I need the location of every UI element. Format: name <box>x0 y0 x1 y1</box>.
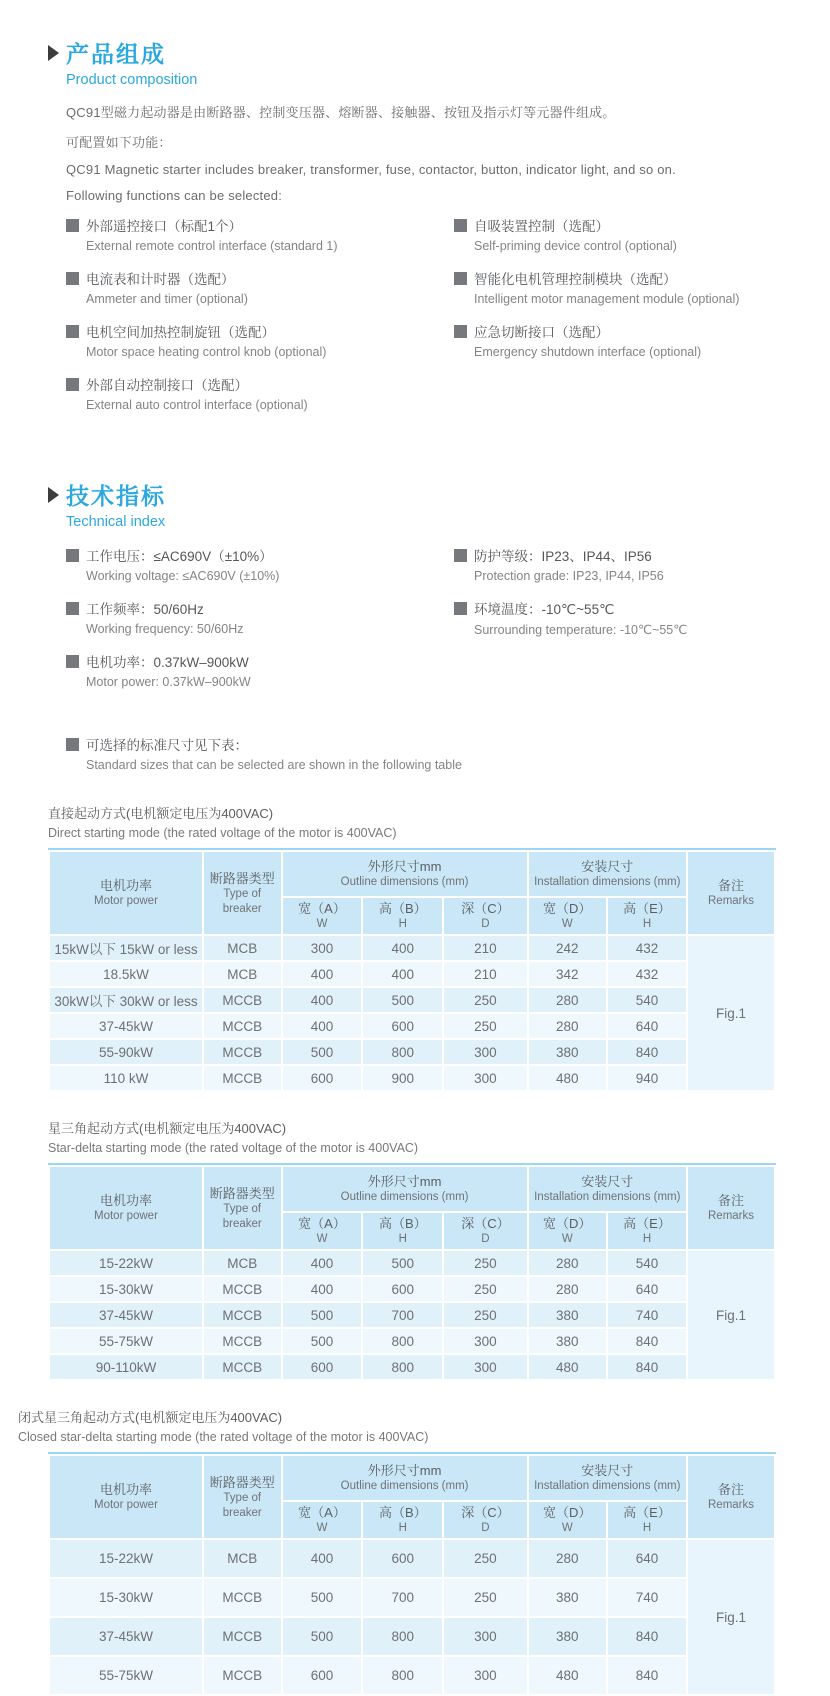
table-cell: 700 <box>363 1303 442 1327</box>
col-outline-dimensions: 外形尺寸mm Outline dimensions (mm) <box>283 852 527 896</box>
col-depth-c: 深（C） D <box>444 1213 526 1249</box>
table-cell: 242 <box>529 936 606 960</box>
table-cell: 380 <box>529 1579 606 1616</box>
table-row <box>50 1303 774 1327</box>
feature-zh: 外部遥控接口（标配1个） <box>86 219 243 234</box>
table-row <box>50 1040 774 1064</box>
col-breaker-type: 断路器类型 Type of breaker <box>204 1167 281 1249</box>
table-cell: 210 <box>444 962 526 986</box>
feature-item <box>66 214 454 258</box>
table-cell: 37-45kW <box>50 1014 202 1038</box>
col-height-e: 高（E） H <box>608 1213 686 1249</box>
intro-line: QC91型磁力起动器是由断路器、控制变压器、熔断器、接触器、按钮及指示灯等元器件组成。 <box>66 105 616 120</box>
feature-en: External remote control interface (standard 1) <box>86 239 338 253</box>
table-cell: 15-30kW <box>50 1579 202 1616</box>
table-cell: 600 <box>363 1277 442 1301</box>
section-title-en: Product composition <box>66 72 198 88</box>
table-cell: MCCB <box>204 1579 281 1616</box>
section-arrow-icon <box>48 45 59 61</box>
table-cell: 900 <box>363 1066 442 1090</box>
feature-item <box>66 267 454 311</box>
table-row <box>50 936 774 960</box>
spec-item <box>66 544 454 588</box>
table-cell: 400 <box>283 962 362 986</box>
col-width-d: 宽（D） W <box>529 1502 606 1538</box>
table-row <box>50 1329 774 1353</box>
table-cell: 55-90kW <box>50 1040 202 1064</box>
table-cell: 500 <box>283 1579 362 1616</box>
table-cell: 30kW以下 30kW or less <box>50 988 202 1012</box>
feature-item <box>454 320 794 364</box>
table-row <box>50 1657 774 1694</box>
feature-item <box>454 267 794 311</box>
intro-paragraphs <box>66 102 794 203</box>
feature-zh: 应急切断接口（选配） <box>474 325 609 340</box>
table-caption-zh: 星三角起动方式(电机额定电压为400VAC) <box>48 1121 287 1136</box>
feature-en: Motor space heating control knob (optional) <box>86 345 327 359</box>
intro-line: 可配置如下功能： <box>66 135 172 150</box>
col-motor-power: 电机功率 Motor power <box>50 1456 202 1538</box>
table-cell: 480 <box>529 1066 606 1090</box>
col-height-e: 高（E） H <box>608 1502 686 1538</box>
remark-cell: Fig.1 <box>688 1251 774 1379</box>
table-cell: 540 <box>608 988 686 1012</box>
bullet-square-icon <box>454 549 467 562</box>
table-row <box>50 1014 774 1038</box>
bullet-square-icon <box>66 655 79 668</box>
col-width-d: 宽（D） W <box>529 898 606 934</box>
table-cell: 342 <box>529 962 606 986</box>
intro-line: QC91 Magnetic starter includes breaker, transformer, fuse, contactor, button, indicator light, and so on. <box>66 162 676 177</box>
table-cell: 300 <box>444 1657 526 1694</box>
table-cell: 300 <box>444 1618 526 1655</box>
section-technical-index <box>48 478 794 777</box>
table-cell: 500 <box>283 1618 362 1655</box>
table-cell: 300 <box>444 1066 526 1090</box>
table-cell: 800 <box>363 1618 442 1655</box>
bullet-square-icon <box>454 325 467 338</box>
feature-zh: 电机空间加热控制旋钮（选配） <box>86 325 275 340</box>
bullet-square-icon <box>66 738 79 751</box>
section-title-en: Technical index <box>66 514 166 530</box>
table-cell: 740 <box>608 1579 686 1616</box>
closed-star-delta-table <box>48 1452 776 1696</box>
bullet-square-icon <box>66 325 79 338</box>
table-cell: 380 <box>529 1618 606 1655</box>
col-remarks: 备注 Remarks <box>688 1167 774 1249</box>
table2-caption <box>48 1118 794 1155</box>
section-title-zh: 技术指标 <box>66 483 166 509</box>
table-cell: 400 <box>283 1540 362 1577</box>
col-outline-dimensions: 外形尺寸mm Outline dimensions (mm) <box>283 1167 527 1211</box>
spec-columns <box>66 544 794 703</box>
spec-zh: 工作电压：≤AC690V（±10%） <box>86 549 273 564</box>
bullet-square-icon <box>66 219 79 232</box>
table-caption-en: Closed star-delta starting mode (the rated voltage of the motor is 400VAC) <box>18 1430 429 1444</box>
table-cell: 280 <box>529 988 606 1012</box>
table-cell: 250 <box>444 1579 526 1616</box>
feature-zh: 外部自动控制接口（选配） <box>86 378 248 393</box>
table-row <box>50 1540 774 1577</box>
table-cell: 250 <box>444 988 526 1012</box>
col-depth-c: 深（C） D <box>444 1502 526 1538</box>
table-caption-zh: 闭式星三角起动方式(电机额定电压为400VAC) <box>18 1410 283 1425</box>
table-cell: 600 <box>363 1014 442 1038</box>
table-cell: 500 <box>283 1040 362 1064</box>
table-row <box>50 962 774 986</box>
table-cell: 280 <box>529 1277 606 1301</box>
table-cell: 250 <box>444 1251 526 1275</box>
col-remarks: 备注 Remarks <box>688 852 774 934</box>
table-cell: 600 <box>283 1657 362 1694</box>
table-cell: 110 kW <box>50 1066 202 1090</box>
table-cell: 640 <box>608 1277 686 1301</box>
table-cell: 432 <box>608 936 686 960</box>
table-cell: 840 <box>608 1355 686 1379</box>
table-cell: 55-75kW <box>50 1657 202 1694</box>
bullet-square-icon <box>454 272 467 285</box>
table-row <box>50 1618 774 1655</box>
feature-column-right <box>454 214 794 426</box>
spec-item <box>454 597 794 641</box>
table-cell: 700 <box>363 1579 442 1616</box>
direct-starting-table <box>48 848 776 1092</box>
feature-zh: 自吸装置控制（选配） <box>474 219 609 234</box>
bullet-square-icon <box>66 378 79 391</box>
spec-en: Motor power: 0.37kW–900kW <box>86 675 251 689</box>
col-width-a: 宽（A） W <box>283 1213 362 1249</box>
table-cell: MCB <box>204 936 281 960</box>
table-cell: MCCB <box>204 1040 281 1064</box>
section-arrow-icon <box>48 487 59 503</box>
table-cell: 500 <box>283 1303 362 1327</box>
table-cell: MCCB <box>204 1014 281 1038</box>
spec-zh: 防护等级：IP23、IP44、IP56 <box>474 549 652 564</box>
table-cell: 840 <box>608 1618 686 1655</box>
table-cell: 55-75kW <box>50 1329 202 1353</box>
feature-en: External auto control interface (optional) <box>86 398 308 412</box>
table-cell: 380 <box>529 1329 606 1353</box>
table-cell: 480 <box>529 1355 606 1379</box>
table-cell: 300 <box>444 1355 526 1379</box>
feature-item <box>66 320 454 364</box>
col-installation-dimensions: 安装尺寸 Installation dimensions (mm) <box>529 852 686 896</box>
feature-en: Ammeter and timer (optional) <box>86 292 248 306</box>
feature-item <box>454 214 794 258</box>
spec-en: Surrounding temperature: -10℃~55℃ <box>474 623 688 637</box>
table-cell: MCCB <box>204 1355 281 1379</box>
section-title-zh: 产品组成 <box>66 41 166 67</box>
table1-caption <box>48 803 794 840</box>
col-breaker-type: 断路器类型 Type of breaker <box>204 852 281 934</box>
feature-en: Intelligent motor management module (optional) <box>474 292 740 306</box>
spec-zh: 环境温度：-10℃~55℃ <box>474 602 615 617</box>
table-cell: 740 <box>608 1303 686 1327</box>
feature-en: Self-priming device control (optional) <box>474 239 677 253</box>
table-cell: 800 <box>363 1657 442 1694</box>
table-caption-zh: 直接起动方式(电机额定电压为400VAC) <box>48 806 274 821</box>
table-cell: 15-22kW <box>50 1251 202 1275</box>
table-cell: MCCB <box>204 1329 281 1353</box>
spec-item <box>454 544 794 588</box>
col-height-b: 高（B） H <box>363 1502 442 1538</box>
table-cell: 432 <box>608 962 686 986</box>
table-cell: 800 <box>363 1040 442 1064</box>
spec-column-left <box>66 544 454 703</box>
table-cell: 840 <box>608 1040 686 1064</box>
table-cell: 640 <box>608 1540 686 1577</box>
col-remarks: 备注 Remarks <box>688 1456 774 1538</box>
spec-column-right <box>454 544 794 703</box>
table-cell: 90-110kW <box>50 1355 202 1379</box>
table3-caption <box>18 1407 794 1444</box>
col-motor-power: 电机功率 Motor power <box>50 1167 202 1249</box>
feature-zh: 电流表和计时器（选配） <box>86 272 235 287</box>
col-installation-dimensions: 安装尺寸 Installation dimensions (mm) <box>529 1456 686 1500</box>
table-cell: 840 <box>608 1657 686 1694</box>
table-cell: 400 <box>283 1014 362 1038</box>
table-cell: 800 <box>363 1355 442 1379</box>
spec-zh: 电机功率：0.37kW–900kW <box>86 655 249 670</box>
table-cell: 250 <box>444 1540 526 1577</box>
table-cell: 400 <box>363 936 442 960</box>
spec-item <box>66 597 454 641</box>
table-cell: 250 <box>444 1303 526 1327</box>
section-product-composition-header <box>48 36 794 69</box>
table-cell: 500 <box>283 1329 362 1353</box>
col-height-b: 高（B） H <box>363 898 442 934</box>
table-cell: 940 <box>608 1066 686 1090</box>
table-cell: 800 <box>363 1329 442 1353</box>
col-height-b: 高（B） H <box>363 1213 442 1249</box>
col-depth-c: 深（C） D <box>444 898 526 934</box>
bullet-square-icon <box>66 549 79 562</box>
table-cell: 300 <box>444 1040 526 1064</box>
feature-columns <box>66 214 794 426</box>
table-cell: 400 <box>283 1277 362 1301</box>
feature-item <box>66 373 454 417</box>
table-cell: 15-22kW <box>50 1540 202 1577</box>
table-cell: 480 <box>529 1657 606 1694</box>
table-cell: 250 <box>444 1277 526 1301</box>
table-cell: 840 <box>608 1329 686 1353</box>
table-cell: 600 <box>363 1540 442 1577</box>
standard-sizes-note <box>66 733 794 777</box>
table-cell: 500 <box>363 1251 442 1275</box>
col-outline-dimensions: 外形尺寸mm Outline dimensions (mm) <box>283 1456 527 1500</box>
table-cell: 600 <box>283 1355 362 1379</box>
remark-cell: Fig.1 <box>688 1540 774 1694</box>
table-cell: MCCB <box>204 988 281 1012</box>
table-cell: 380 <box>529 1040 606 1064</box>
col-height-e: 高（E） H <box>608 898 686 934</box>
table-cell: 250 <box>444 1014 526 1038</box>
table-cell: 280 <box>529 1251 606 1275</box>
star-delta-table <box>48 1163 776 1381</box>
table-cell: 300 <box>283 936 362 960</box>
feature-column-left <box>66 214 454 426</box>
intro-line: Following functions can be selected: <box>66 188 283 203</box>
table-cell: MCCB <box>204 1618 281 1655</box>
table-cell: 37-45kW <box>50 1618 202 1655</box>
table-row <box>50 1251 774 1275</box>
bullet-square-icon <box>66 272 79 285</box>
table-cell: 18.5kW <box>50 962 202 986</box>
table-row <box>50 988 774 1012</box>
feature-zh: 智能化电机管理控制模块（选配） <box>474 272 677 287</box>
table-cell: 640 <box>608 1014 686 1038</box>
spec-zh: 工作频率：50/60Hz <box>86 602 204 617</box>
section-technical-index-header <box>48 478 794 511</box>
table-cell: 210 <box>444 936 526 960</box>
table-cell: 300 <box>444 1329 526 1353</box>
bullet-square-icon <box>454 602 467 615</box>
table-cell: 15-30kW <box>50 1277 202 1301</box>
note-zh: 可选择的标准尺寸见下表： <box>86 738 248 753</box>
table-caption-en: Star-delta starting mode (the rated voltage of the motor is 400VAC) <box>48 1141 419 1155</box>
bullet-square-icon <box>66 602 79 615</box>
table-cell: MCCB <box>204 1657 281 1694</box>
table-cell: 280 <box>529 1540 606 1577</box>
col-width-a: 宽（A） W <box>283 898 362 934</box>
spec-en: Working frequency: 50/60Hz <box>86 622 244 636</box>
feature-en: Emergency shutdown interface (optional) <box>474 345 702 359</box>
col-width-d: 宽（D） W <box>529 1213 606 1249</box>
table-cell: MCCB <box>204 1303 281 1327</box>
table-cell: 600 <box>283 1066 362 1090</box>
table-caption-en: Direct starting mode (the rated voltage of the motor is 400VAC) <box>48 826 397 840</box>
table-cell: 37-45kW <box>50 1303 202 1327</box>
col-breaker-type: 断路器类型 Type of breaker <box>204 1456 281 1538</box>
table-cell: 380 <box>529 1303 606 1327</box>
col-installation-dimensions: 安装尺寸 Installation dimensions (mm) <box>529 1167 686 1211</box>
table-cell: 400 <box>283 1251 362 1275</box>
table-cell: MCCB <box>204 1277 281 1301</box>
col-width-a: 宽（A） W <box>283 1502 362 1538</box>
table-cell: 400 <box>283 988 362 1012</box>
spec-item <box>66 650 454 694</box>
spec-en: Working voltage: ≤AC690V (±10%) <box>86 569 280 583</box>
table-row <box>50 1066 774 1090</box>
table-row <box>50 1277 774 1301</box>
table-cell: MCB <box>204 1540 281 1577</box>
table-cell: MCB <box>204 1251 281 1275</box>
table-cell: MCB <box>204 962 281 986</box>
table-row <box>50 1355 774 1379</box>
table-cell: 540 <box>608 1251 686 1275</box>
table-row <box>50 1579 774 1616</box>
table-cell: 500 <box>363 988 442 1012</box>
table-cell: MCCB <box>204 1066 281 1090</box>
note-en: Standard sizes that can be selected are shown in the following table <box>86 758 462 772</box>
table-cell: 400 <box>363 962 442 986</box>
spec-en: Protection grade: IP23, IP44, IP56 <box>474 569 664 583</box>
table-cell: 15kW以下 15kW or less <box>50 936 202 960</box>
bullet-square-icon <box>454 219 467 232</box>
remark-cell: Fig.1 <box>688 936 774 1090</box>
col-motor-power: 电机功率 Motor power <box>50 852 202 934</box>
table-cell: 280 <box>529 1014 606 1038</box>
